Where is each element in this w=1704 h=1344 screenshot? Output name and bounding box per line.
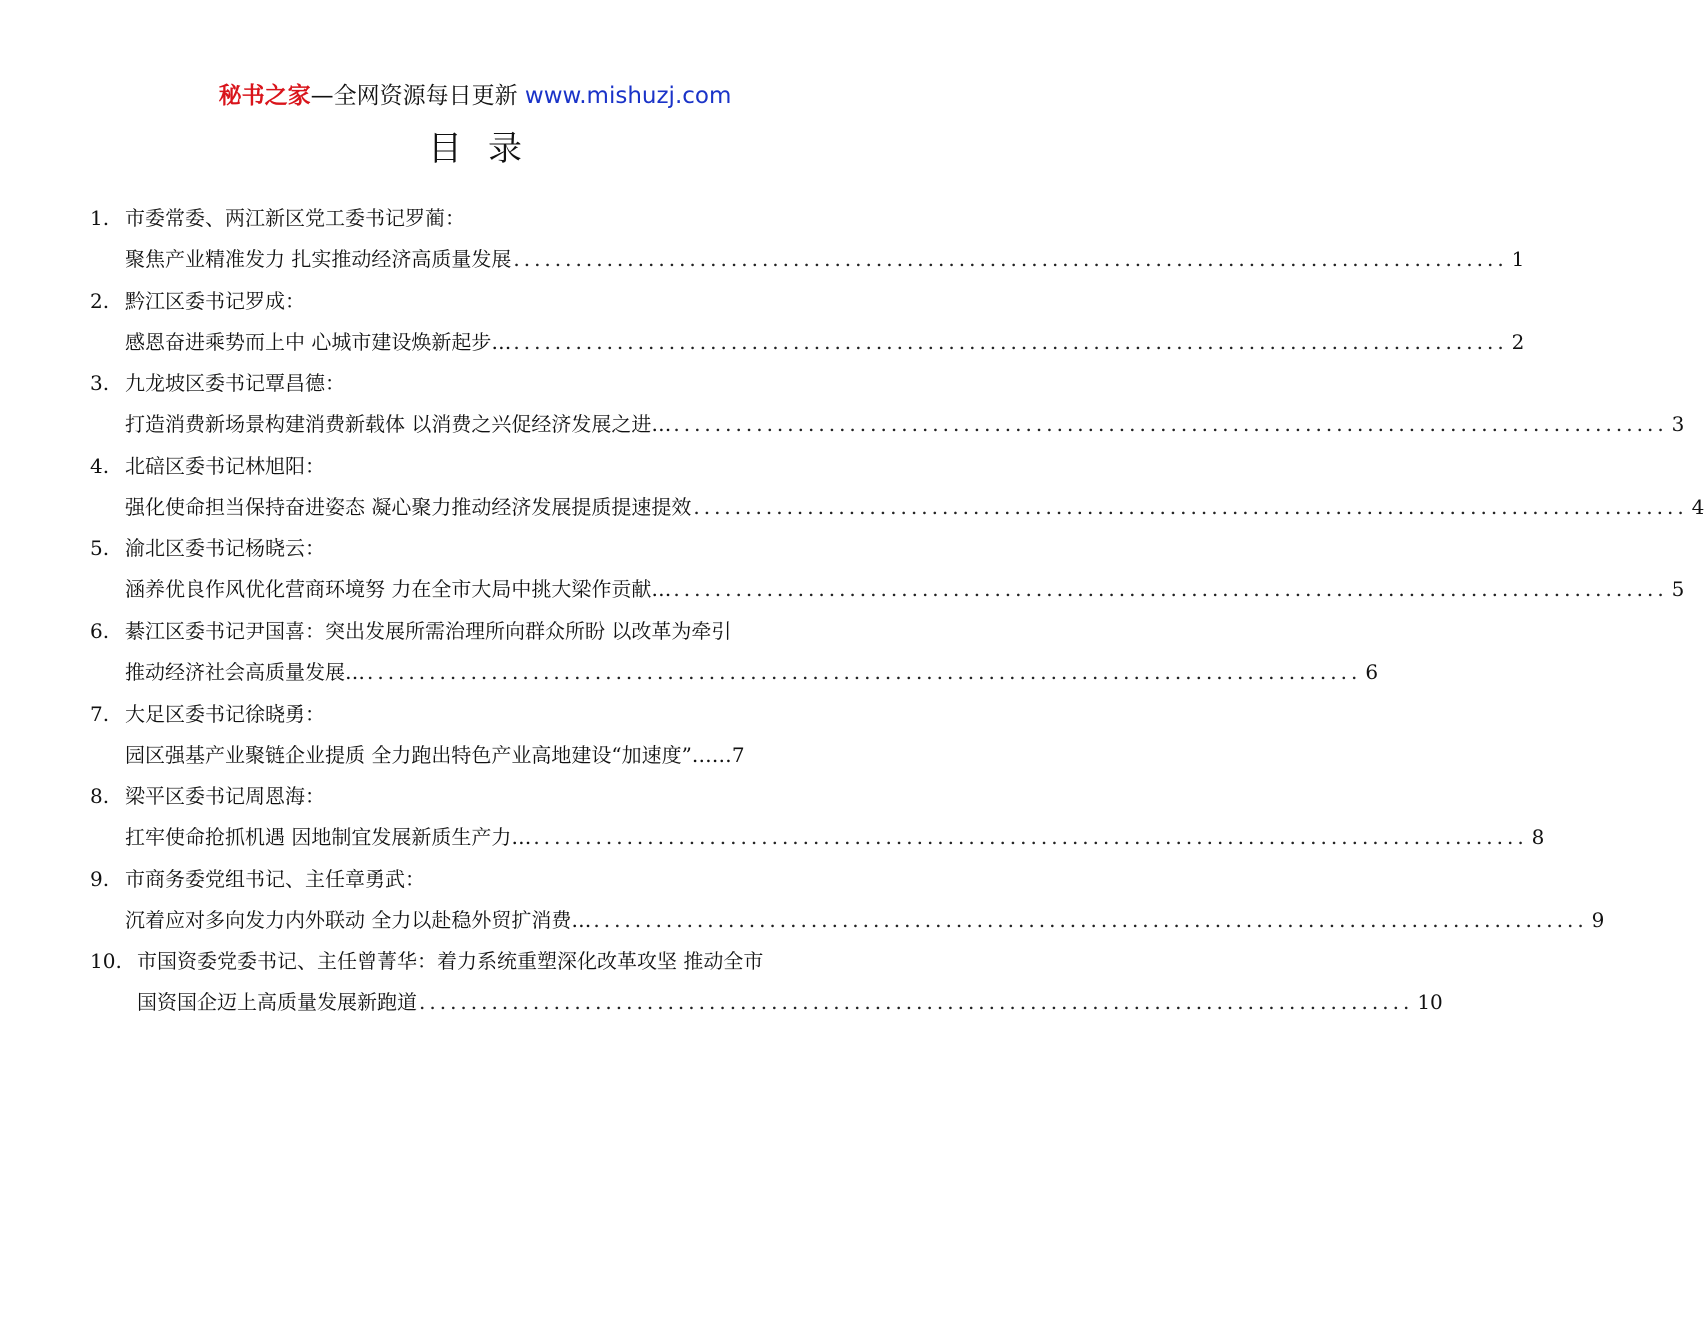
entry-number: 10. bbox=[90, 949, 122, 974]
entry-number: 8. bbox=[90, 784, 110, 809]
entry-author: 渝北区委书记杨晓云： bbox=[125, 536, 325, 561]
entry-title: 扛牢使命抢抓机遇 因地制宜发展新质生产力… bbox=[125, 825, 532, 850]
toc-entry[interactable] bbox=[0, 365, 1685, 448]
leader-dots: ................................................................................................ bbox=[673, 577, 1668, 602]
entry-page-number: 10 bbox=[1417, 990, 1443, 1015]
entry-title-line bbox=[125, 658, 1379, 686]
toc-entry[interactable] bbox=[0, 861, 1605, 944]
entry-title-line bbox=[125, 245, 1525, 273]
entry-number: 7. bbox=[90, 701, 110, 726]
entry-author: 綦江区委书记尹国喜：突出发展所需治理所向群众所盼 以改革为牵引 bbox=[125, 618, 732, 643]
entry-title-line bbox=[125, 493, 1704, 521]
entry-author: 北碚区委书记林旭阳： bbox=[125, 453, 325, 478]
toc-entry[interactable] bbox=[0, 613, 1379, 696]
entry-title: 沉着应对多向发力内外联动 全力以赴稳外贸扩消费… bbox=[125, 907, 592, 932]
entry-author: 梁平区委书记周恩海： bbox=[125, 784, 325, 809]
entry-title: 园区强基产业聚链企业提质 全力跑出特色产业高地建设“加速度”…… bbox=[125, 742, 732, 767]
entry-title: 推动经济社会高质量发展… bbox=[125, 659, 365, 684]
entry-title-line bbox=[137, 988, 1443, 1016]
leader-dots: ................................................................................................ bbox=[673, 412, 1668, 437]
leader-dots: ................................................................................................ bbox=[693, 494, 1688, 519]
toc-entry[interactable] bbox=[0, 283, 1525, 366]
entry-number: 6. bbox=[90, 618, 110, 643]
entry-page-number: 9 bbox=[1591, 907, 1605, 932]
entry-page-number: 2 bbox=[1511, 329, 1525, 354]
entry-title-line bbox=[125, 410, 1685, 438]
entry-title: 强化使命担当保持奋进姿态 凝心聚力推动经济发展提质提速提效 bbox=[125, 494, 692, 519]
banner-site-link[interactable]: www.mishuzj.com bbox=[524, 83, 732, 109]
toc-title: 目录 bbox=[428, 129, 548, 169]
entry-page-number: 1 bbox=[1511, 247, 1525, 271]
entry-title-line bbox=[125, 575, 1685, 603]
entry-title: 涵养优良作风优化营商环境努 力在全市大局中挑大梁作贡献… bbox=[125, 577, 672, 602]
entry-title-line bbox=[125, 328, 1525, 356]
leader-dots: ................................................................................................ bbox=[419, 990, 1414, 1015]
entry-number: 3. bbox=[90, 371, 110, 396]
entry-page-number: 6 bbox=[1365, 659, 1379, 684]
entry-title: 国资国企迈上高质量发展新跑道 bbox=[137, 990, 417, 1015]
entry-number: 4. bbox=[90, 453, 110, 478]
entry-page-number: 7 bbox=[731, 742, 745, 767]
leader-dots: ................................................................................................ bbox=[533, 825, 1528, 850]
entry-page-number: 3 bbox=[1671, 412, 1685, 437]
toc-entry[interactable] bbox=[0, 778, 1545, 861]
leader-dots: ................................................................................................ bbox=[367, 659, 1362, 684]
entry-title-line bbox=[125, 906, 1605, 934]
entry-author: 大足区委书记徐晓勇： bbox=[125, 701, 325, 726]
banner-tagline: —全网资源每日更新 bbox=[310, 83, 525, 109]
entry-title: 聚焦产业精准发力 扎实推动经济高质量发展 bbox=[125, 247, 512, 271]
entry-title-line bbox=[125, 741, 860, 769]
entry-number: 5. bbox=[90, 536, 110, 561]
entry-page-number: 8 bbox=[1531, 825, 1545, 850]
table-of-contents bbox=[0, 200, 1704, 1026]
leader-dots: ................................................................................................ bbox=[593, 907, 1588, 932]
entry-title-line bbox=[125, 823, 1545, 851]
entry-author: 市委常委、两江新区党工委书记罗蔺： bbox=[125, 206, 465, 230]
toc-entry[interactable] bbox=[0, 448, 1704, 531]
entry-number: 1. bbox=[90, 206, 110, 230]
site-banner bbox=[0, 80, 950, 112]
entry-author: 九龙坡区委书记覃昌德： bbox=[125, 371, 345, 396]
toc-entry[interactable] bbox=[0, 530, 1685, 613]
leader-dots: ................................................................................................ bbox=[513, 329, 1508, 354]
entry-author: 市商务委党组书记、主任章勇武： bbox=[125, 866, 425, 891]
toc-entry[interactable] bbox=[0, 200, 1525, 283]
leader-dots: ................................................................................................ bbox=[513, 247, 1508, 271]
toc-entry[interactable] bbox=[0, 943, 1443, 1026]
entry-page-number: 4 bbox=[1691, 494, 1704, 519]
entry-title: 感恩奋进乘势而上中 心城市建设焕新起步… bbox=[125, 329, 512, 354]
banner-brand: 秘书之家 bbox=[218, 83, 311, 109]
entry-page-number: 5 bbox=[1671, 577, 1685, 602]
entry-author: 黔江区委书记罗成： bbox=[125, 288, 305, 313]
entry-number: 9. bbox=[90, 866, 110, 891]
entry-title: 打造消费新场景构建消费新载体 以消费之兴促经济发展之进… bbox=[125, 412, 672, 437]
entry-author: 市国资委党委书记、主任曾菁华：着力系统重塑深化改革攻坚 推动全市 bbox=[137, 949, 764, 974]
entry-number: 2. bbox=[90, 288, 110, 313]
toc-entry[interactable] bbox=[0, 696, 950, 779]
